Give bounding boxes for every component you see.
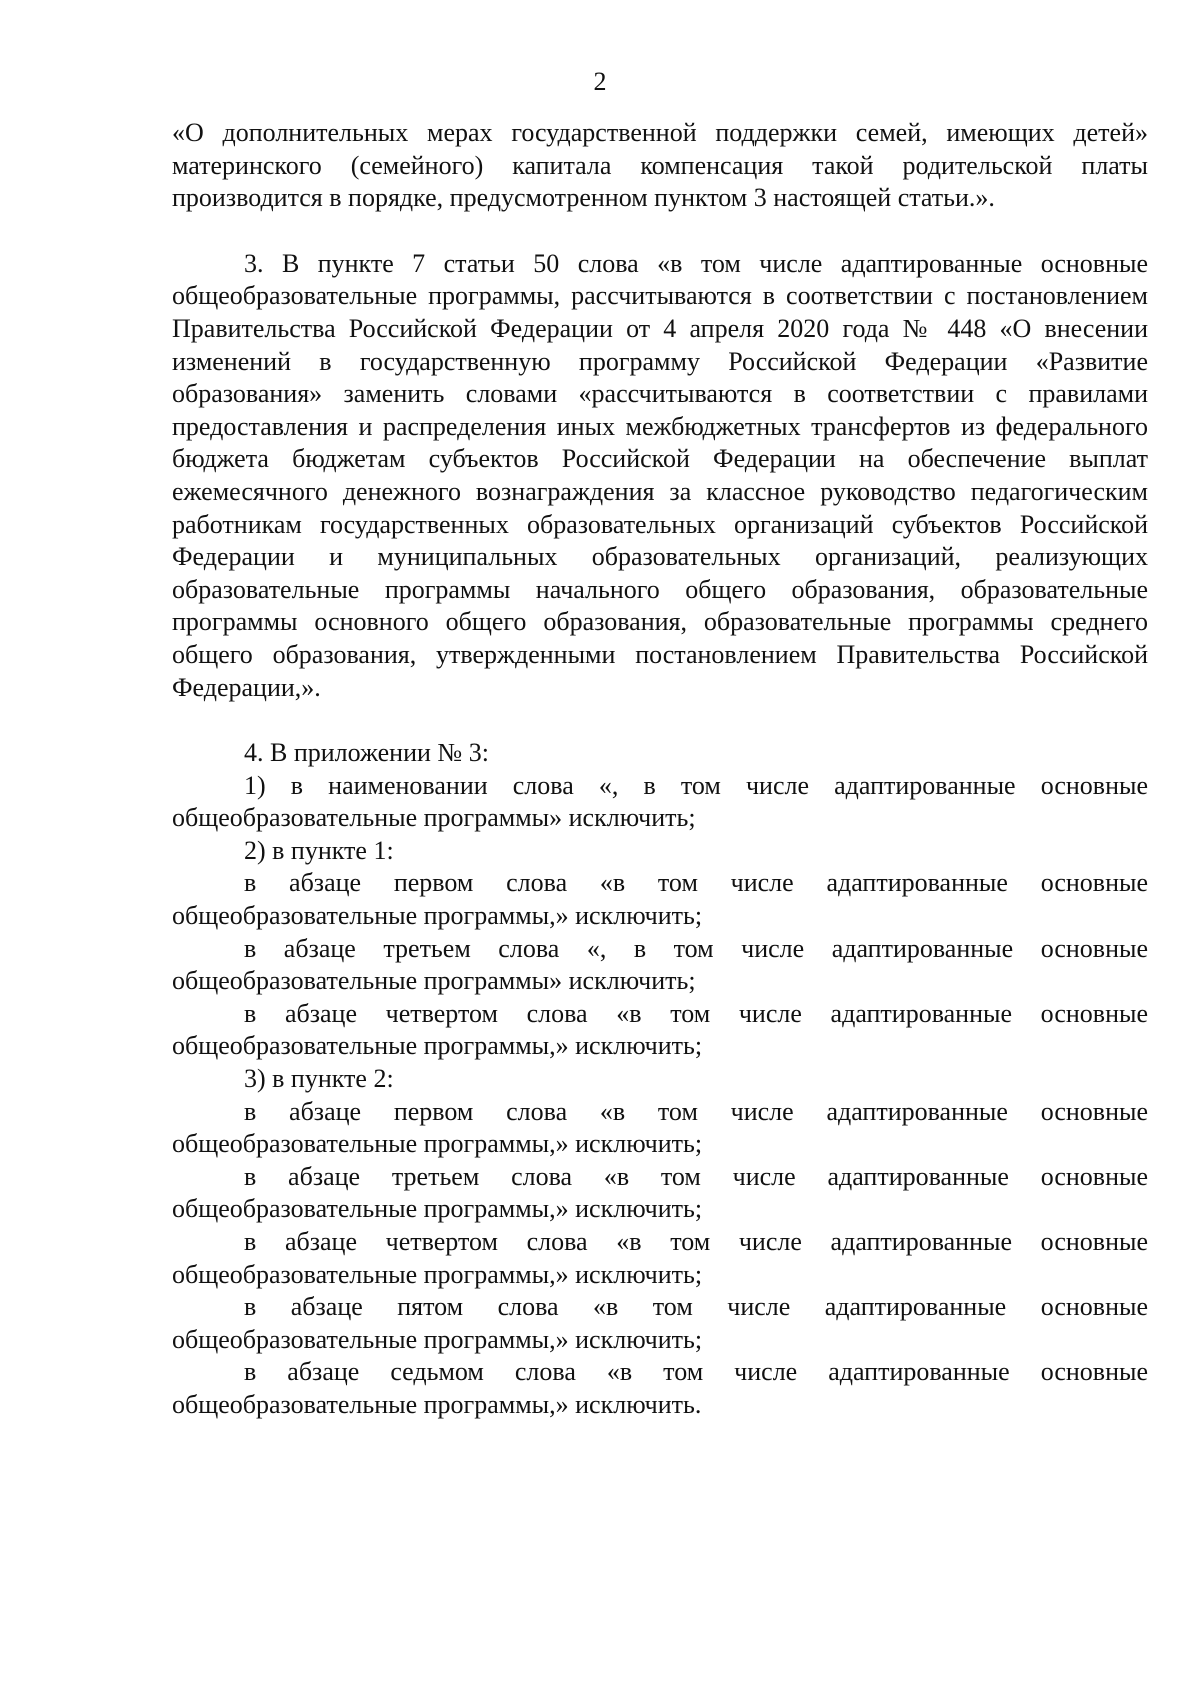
point-1-paragraph-first: в абзаце первом слова «в том числе адаптированные основные общеобразовательные программы,» исключить; (172, 868, 1148, 931)
subitem-1-title-change: 1) в наименовании слова «, в том числе адаптированные основные общеобразовательные программы» исключить; (172, 770, 1148, 833)
page-number: 2 (593, 67, 607, 96)
document-body (172, 117, 1148, 1422)
subitem-3-point-2: 3) в пункте 2: (244, 1064, 394, 1094)
point-2-paragraph-seventh: в абзаце седьмом слова «в том числе адаптированные основные общеобразовательные программы,» исключить. (172, 1357, 1148, 1419)
point-1-paragraph-fourth: в абзаце четвертом слова «в том числе адаптированные основные общеобразовательные программы,» исключить; (172, 998, 1148, 1061)
point-2-paragraph-first: в абзаце первом слова «в том числе адаптированные основные общеобразовательные программы,» исключить; (172, 1096, 1148, 1159)
paragraph-continuation: «О дополнительных мерах государственной поддержки семей, имеющих детей» материнского (семейного) капитала компенсация такой родительской платы производится в порядке, предусмотренном пунктом 3 настоящей статьи.». (172, 118, 1148, 213)
point-2-paragraph-third: в абзаце третьем слова «в том числе адаптированные основные общеобразовательные программы,» исключить; (172, 1161, 1148, 1224)
point-2-paragraph-fourth: в абзаце четвертом слова «в том числе адаптированные основные общеобразовательные программы,» исключить; (172, 1227, 1148, 1289)
subitem-2-point-1: 2) в пункте 1: (244, 835, 394, 865)
paragraph-item-4: 4. В приложении № 3: (244, 738, 489, 768)
point-1-paragraph-third: в абзаце третьем слова «, в том числе адаптированные основные общеобразовательные программы» исключить; (172, 933, 1148, 996)
paragraph-item-3: 3. В пункте 7 статьи 50 слова «в том числе адаптированные основные общеобразовательные программы, рассчитываются в соответствии с постановлением Правительства Российской Федерации от 4 апреля 2020 года № 448 «О внесении изменений в государственную программу Российской Федерации «Развитие образования» заменить словами «рассчитываются в соответствии с правилами предоставления и распределения иных межбюджетных трансфертов из федерального бюджета бюджетам субъектов Российской Федерации на обеспечение выплат ежемесячного денежного вознаграждения за классное руководство педагогическим работникам государственных образовательных организаций субъектов Российской Федерации и муниципальных образовательных организаций, реализующих образовательные программы начального общего образования, образовательные программы основного общего образования, образовательные программы среднего общего образования, утвержденными постановлением Правительства Российской Федерации,». (172, 248, 1148, 702)
point-2-paragraph-fifth: в абзаце пятом слова «в том числе адаптированные основные общеобразовательные программы,» исключить; (172, 1292, 1148, 1354)
